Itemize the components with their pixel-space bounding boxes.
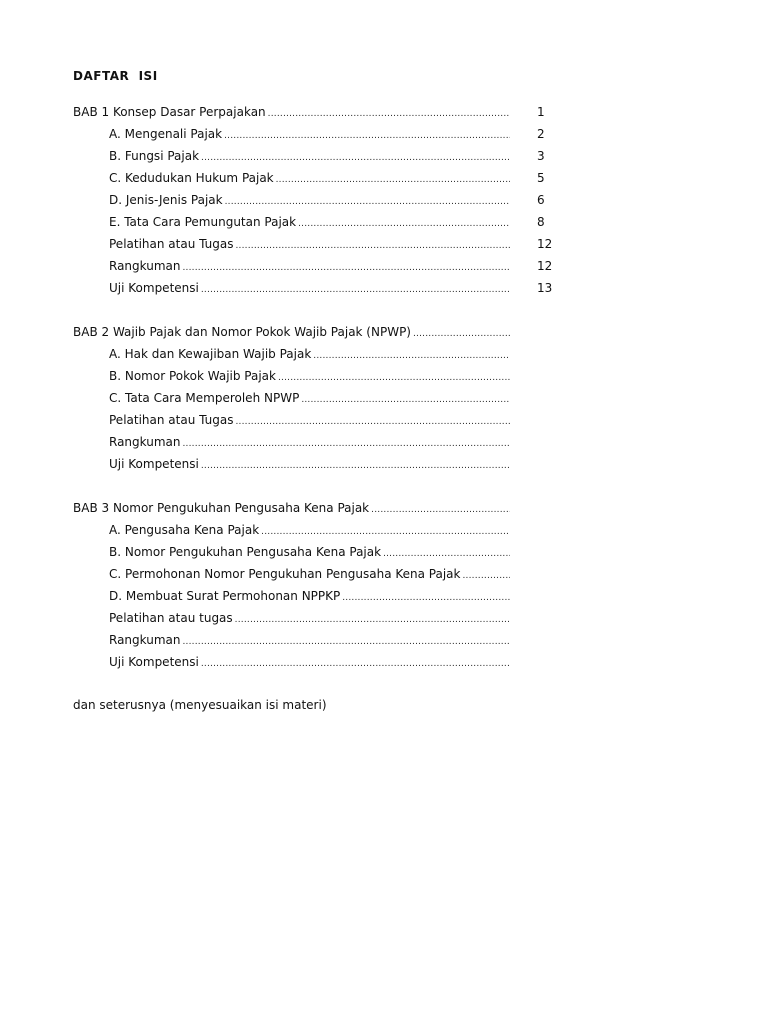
dot-leader — [313, 345, 510, 365]
toc-item-label: B. Nomor Pokok Wajib Pajak — [109, 369, 276, 383]
toc-item-label: Rangkuman — [109, 633, 181, 647]
dot-leader — [224, 125, 510, 145]
dot-leader — [201, 455, 510, 475]
dot-leader — [235, 609, 510, 629]
toc-item-row — [109, 367, 510, 385]
toc-item-label: C. Tata Cara Memperoleh NPWP — [109, 391, 300, 405]
dot-leader — [182, 433, 510, 453]
dot-leader — [182, 257, 510, 277]
page-number: 5 — [537, 171, 545, 185]
page-number: 13 — [537, 281, 553, 295]
toc-item-row — [109, 433, 510, 451]
toc-item-row — [109, 235, 510, 253]
toc-item-label: C. Kedudukan Hukum Pajak — [109, 171, 274, 185]
page-number: 8 — [537, 215, 545, 229]
dot-leader — [182, 631, 510, 651]
chapter-title: BAB 1 Konsep Dasar Perpajakan — [73, 105, 266, 119]
toc-item-label: C. Permohonan Nomor Pengukuhan Pengusaha Kena Pajak — [109, 567, 461, 581]
dot-leader — [383, 543, 510, 563]
toc-item-label: Rangkuman — [109, 259, 181, 273]
toc-item-row — [109, 191, 510, 209]
toc-item-label: B. Nomor Pengukuhan Pengusaha Kena Pajak — [109, 545, 382, 559]
dot-leader — [268, 103, 510, 123]
page-number: 2 — [537, 127, 545, 141]
dot-leader — [301, 389, 510, 409]
toc-item-label: D. Jenis-Jenis Pajak — [109, 193, 223, 207]
dot-leader — [201, 653, 510, 673]
footer-note: dan seterusnya (menyesuaikan isi materi) — [73, 698, 327, 712]
chapter-row — [73, 323, 510, 341]
toc-item-label: D. Membuat Surat Permohonan NPPKP — [109, 589, 341, 603]
page-number: 3 — [537, 149, 545, 163]
dot-leader — [413, 323, 510, 343]
page-title: DAFTAR ISI — [73, 69, 158, 83]
dot-leader — [201, 279, 510, 299]
toc-item-label: A. Mengenali Pajak — [109, 127, 223, 141]
chapter-row — [73, 499, 510, 517]
dot-leader — [342, 587, 510, 607]
toc-item-row — [109, 587, 510, 605]
toc-item-row — [109, 125, 510, 143]
toc-item-row — [109, 631, 510, 649]
page-number: 6 — [537, 193, 545, 207]
toc-item-row — [109, 169, 510, 187]
chapter-title: BAB 3 Nomor Pengukuhan Pengusaha Kena Pajak — [73, 501, 370, 515]
toc-item-label: A. Hak dan Kewajiban Wajib Pajak — [109, 347, 312, 361]
toc-item-label: B. Fungsi Pajak — [109, 149, 200, 163]
page-number: 12 — [537, 259, 553, 273]
toc-item-label: Pelatihan atau Tugas — [109, 413, 234, 427]
toc-item-row — [109, 257, 510, 275]
dot-leader — [261, 521, 510, 541]
toc-item-row — [109, 147, 510, 165]
dot-leader — [225, 191, 510, 211]
toc-item-row — [109, 543, 510, 561]
toc-item-row — [109, 389, 510, 407]
page-number: 12 — [537, 237, 553, 251]
toc-item-row — [109, 213, 510, 231]
dot-leader — [278, 367, 510, 387]
dot-leader — [462, 565, 510, 585]
toc-item-row — [109, 455, 510, 473]
toc-item-row — [109, 411, 510, 429]
dot-leader — [201, 147, 510, 167]
chapter-title: BAB 2 Wajib Pajak dan Nomor Pokok Wajib Pajak (NPWP) — [73, 325, 411, 339]
toc-item-label: Uji Kompetensi — [109, 281, 199, 295]
dot-leader — [276, 169, 510, 189]
toc-item-row — [109, 279, 510, 297]
dot-leader — [235, 411, 510, 431]
dot-leader — [235, 235, 510, 255]
toc-item-label: Uji Kompetensi — [109, 457, 199, 471]
toc-item-row — [109, 609, 510, 627]
toc-item-label: A. Pengusaha Kena Pajak — [109, 523, 260, 537]
toc-item-label: Pelatihan atau tugas — [109, 611, 233, 625]
dot-leader — [371, 499, 510, 519]
toc-item-row — [109, 345, 510, 363]
toc-item-label: Uji Kompetensi — [109, 655, 199, 669]
page-number: 1 — [537, 105, 545, 119]
toc-item-label: E. Tata Cara Pemungutan Pajak — [109, 215, 297, 229]
toc-item-row — [109, 565, 510, 583]
chapter-row — [73, 103, 510, 121]
toc-item-row — [109, 653, 510, 671]
dot-leader — [298, 213, 510, 233]
toc-item-label: Pelatihan atau Tugas — [109, 237, 234, 251]
toc-item-label: Rangkuman — [109, 435, 181, 449]
toc-item-row — [109, 521, 510, 539]
